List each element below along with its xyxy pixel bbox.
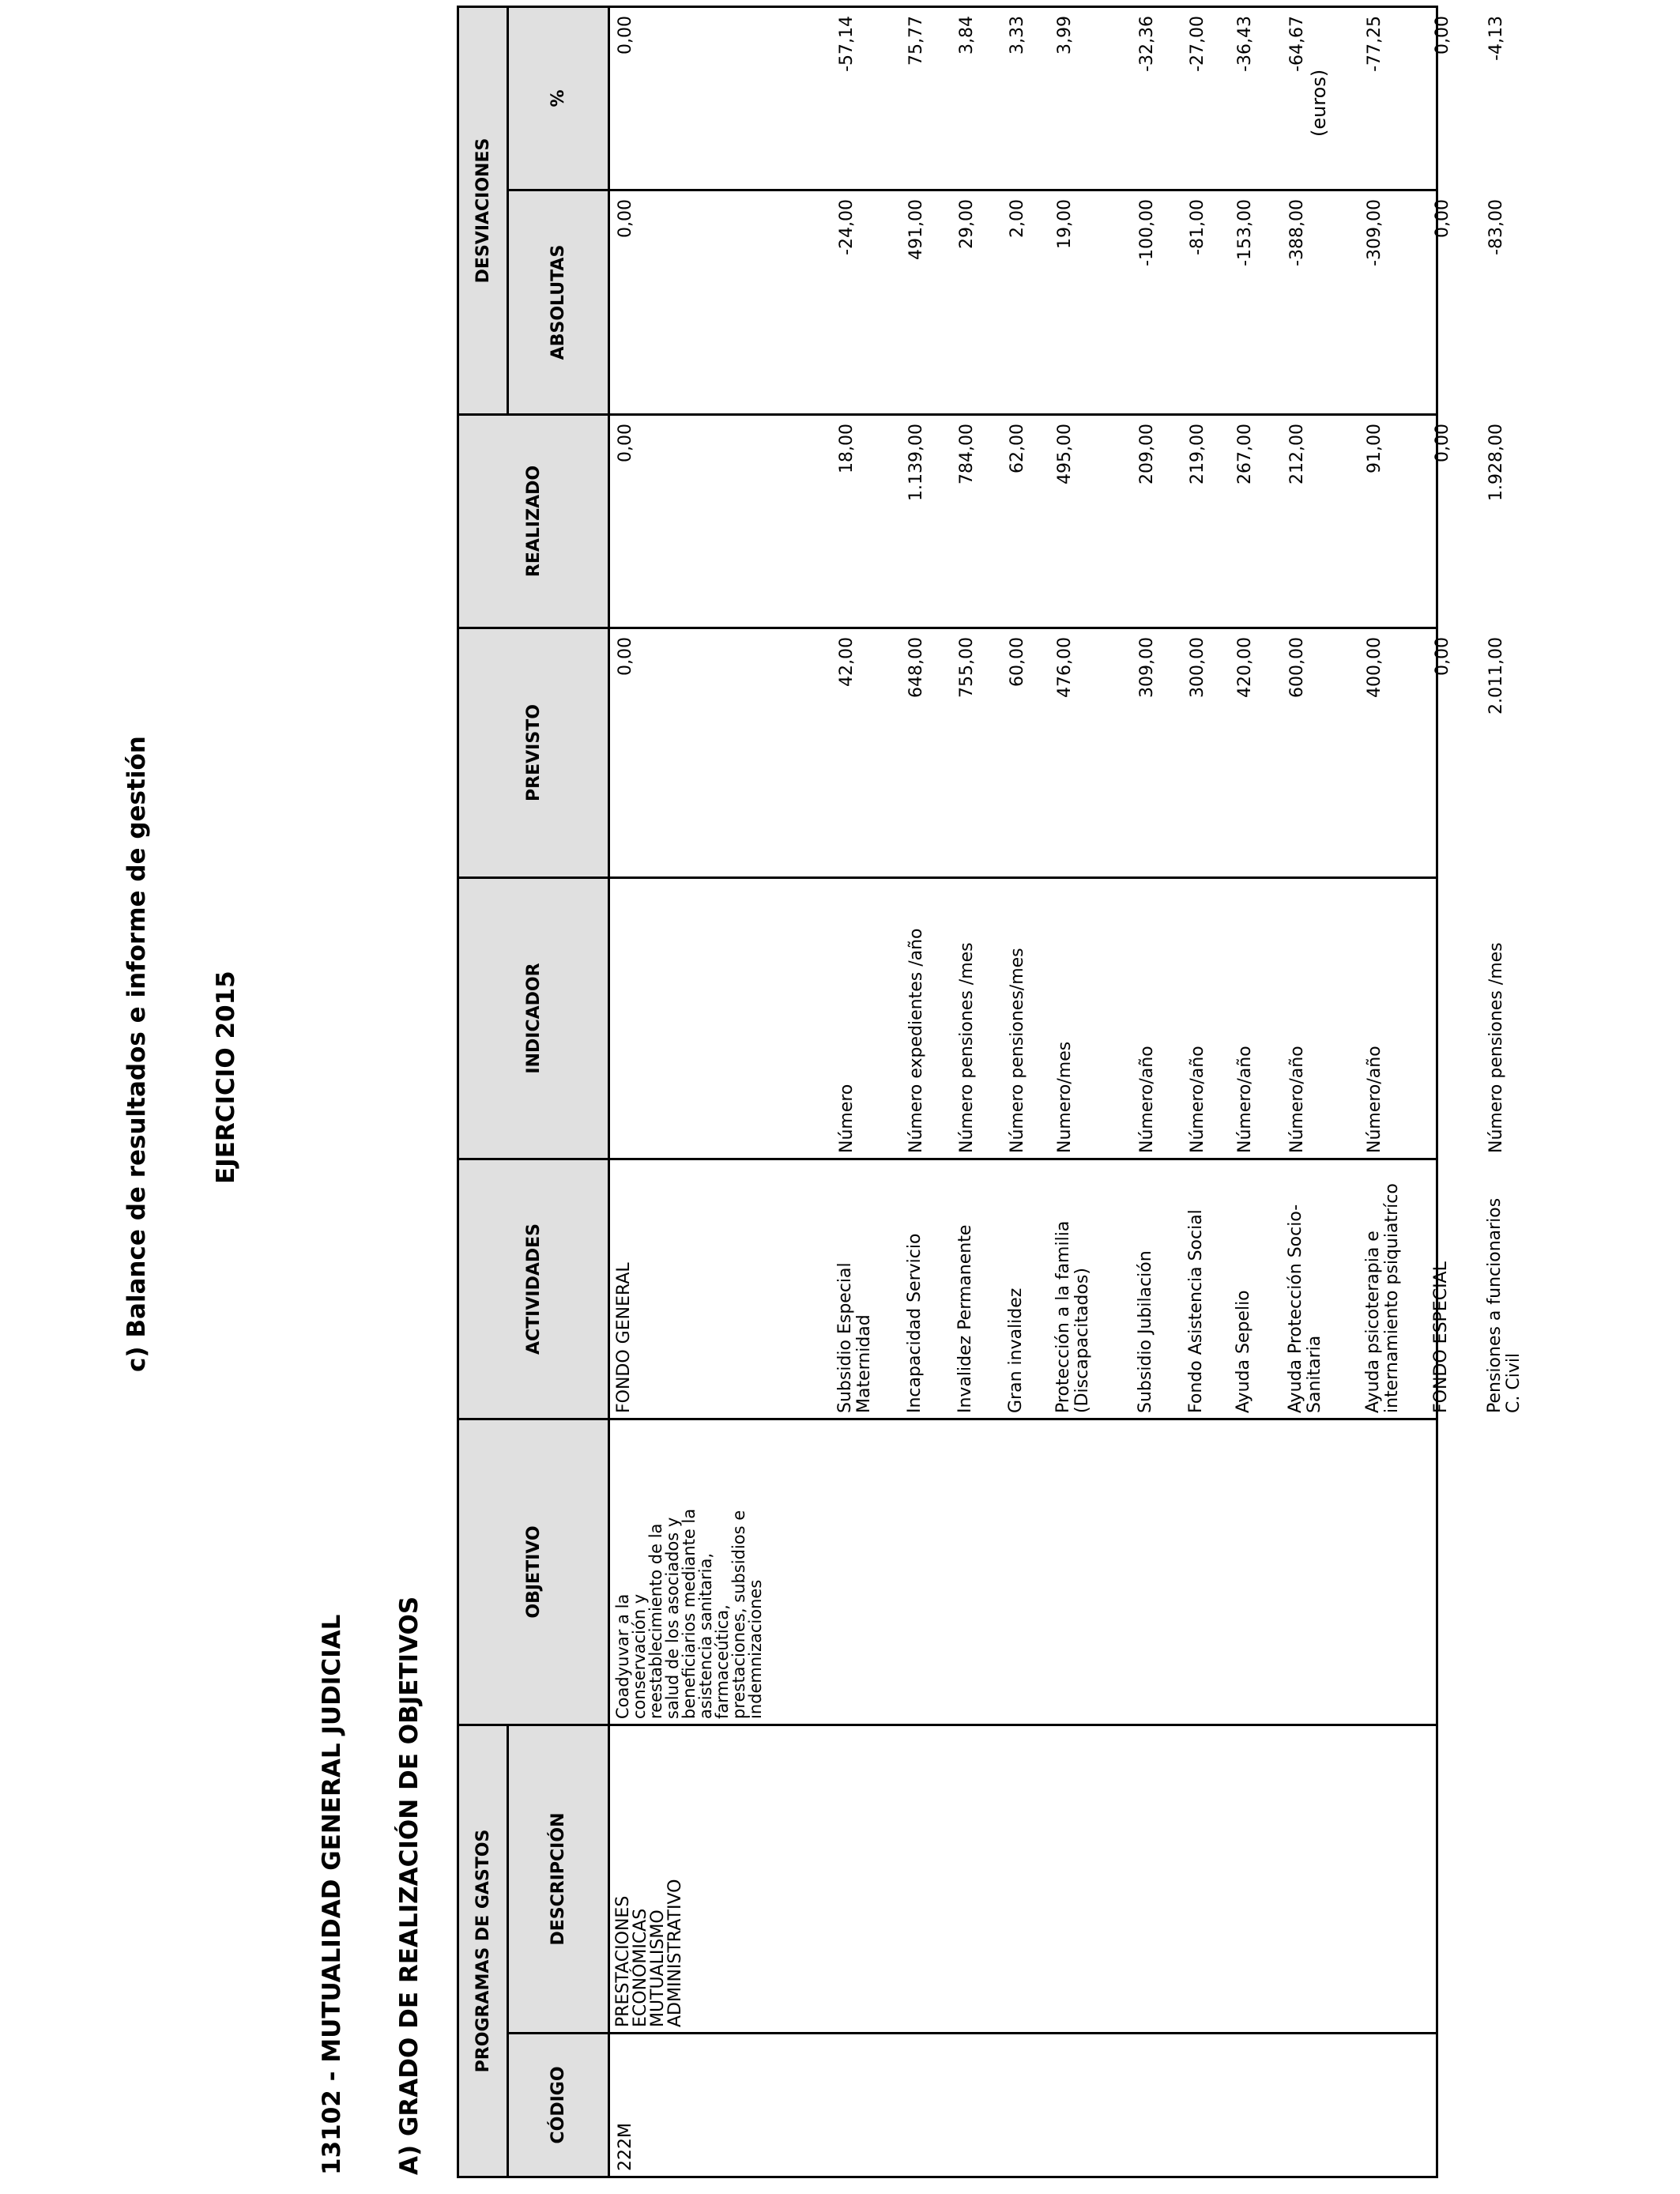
porcentaje-value: -32,36 (1137, 15, 1157, 72)
activity-label: Ayuda psicoterapia e internamiento psiquiatríco (1363, 1183, 1402, 1413)
porcentaje-value: -27,00 (1188, 15, 1207, 72)
realizado-value: 0,00 (616, 424, 635, 462)
realizado-value: 1.139,00 (906, 424, 926, 501)
absolutas-value: -309,00 (1365, 199, 1384, 266)
report-title: c) Balance de resultados e informe de gestión (122, 736, 151, 1372)
previsto-value: 420,00 (1235, 637, 1255, 698)
indicator-label: Número/año (1287, 1046, 1307, 1153)
absolutas-value: 19,00 (1055, 199, 1075, 249)
realizado-value: 267,00 (1235, 424, 1255, 484)
realizado-value: 209,00 (1137, 424, 1157, 484)
realizado-value: 0,00 (1433, 424, 1452, 462)
activity-label: Fondo Asistencia Social (1186, 1209, 1206, 1413)
objetivo-cell (609, 1419, 1437, 1725)
activity-label: Protección a la familia (Discapacitados) (1053, 1220, 1092, 1413)
absolutas-value: 2,00 (1008, 199, 1027, 238)
activity-label: Ayuda Sepelio (1234, 1290, 1253, 1413)
codigo-header: CÓDIGO (508, 2034, 609, 2177)
section-title: A) GRADO DE REALIZACIÓN DE OBJETIVOS (395, 1596, 424, 2175)
absolutas-value: 29,00 (957, 199, 977, 249)
porcentaje-header: % (508, 6, 609, 190)
previsto-value: 0,00 (616, 637, 635, 676)
objectives-table (457, 6, 1524, 2178)
indicator-label: Número pensiones/mes (1008, 948, 1027, 1153)
activity-label: Subsidio Especial Maternidad (835, 1262, 874, 1413)
previsto-value: 0,00 (1433, 637, 1452, 676)
absolutas-cell (609, 190, 1506, 415)
previsto-value: 309,00 (1137, 637, 1157, 698)
units-label: (euros) (1308, 69, 1330, 137)
activity-label: Pensiones a funcionarios C. Civil (1485, 1197, 1524, 1413)
previsto-value: 648,00 (906, 637, 926, 698)
organization-title: 13102 - MUTUALIDAD GENERAL JUDICIAL (318, 1614, 346, 2175)
absolutas-value: -153,00 (1235, 199, 1255, 266)
porcentaje-value: -57,14 (837, 15, 857, 72)
porcentaje-value: -64,67 (1287, 15, 1307, 72)
indicador-cell (609, 878, 1506, 1159)
porcentaje-value: 3,84 (957, 15, 977, 55)
descripcion-cell (609, 1725, 1437, 2034)
porcentaje-value: -4,13 (1486, 15, 1506, 61)
porcentaje-value: 0,00 (1433, 15, 1452, 55)
realizado-value: 495,00 (1055, 424, 1075, 484)
indicator-label: Numero/mes (1055, 1041, 1075, 1153)
activity-label: Invalidez Permanente (955, 1224, 975, 1413)
desviaciones-group-header: DESVIACIONES (458, 6, 508, 414)
actividades-header: ACTIVIDADES (458, 1159, 609, 1419)
absolutas-value: -100,00 (1137, 199, 1157, 266)
indicator-label: Número pensiones /mes (957, 942, 977, 1153)
realizado-header: REALIZADO (458, 415, 609, 628)
absolutas-header: ABSOLUTAS (508, 190, 609, 415)
indicator-label: Número (837, 1084, 857, 1153)
porcentaje-value: 3,33 (1008, 15, 1027, 55)
indicator-label: Número/año (1235, 1046, 1255, 1153)
program-description: PRESTACIONES ECONÓMICAS MUTUALISMO ADMINISTRATIVO (613, 1879, 685, 2027)
previsto-value: 300,00 (1188, 637, 1207, 698)
activity-label: FONDO GENERAL (614, 1262, 634, 1413)
programas-group-header: PROGRAMAS DE GASTOS (458, 1725, 508, 2177)
indicator-label: Número/año (1188, 1046, 1207, 1153)
porcentaje-value: 3,99 (1055, 15, 1075, 55)
realizado-value: 1.928,00 (1486, 424, 1506, 501)
porcentaje-value: -36,43 (1235, 15, 1255, 72)
realizado-value: 219,00 (1188, 424, 1207, 484)
realizado-value: 91,00 (1365, 424, 1384, 473)
previsto-value: 60,00 (1008, 637, 1027, 687)
program-objective: Coadyuvar a la conservación y reestablecimiento de la salud de los asociados y beneficiarios mediante la asistencia sanitaria, farmaceútica, prestaciones, subsidios e indemnizaciones (613, 1508, 765, 1719)
porcentaje-value: 75,77 (906, 15, 926, 66)
activity-label: Ayuda Protección Socio-Sanitaria (1286, 1204, 1324, 1413)
realizado-value: 18,00 (837, 424, 857, 473)
previsto-value: 476,00 (1055, 637, 1075, 698)
activity-label: FONDO ESPECIAL (1431, 1261, 1451, 1413)
indicator-label: Número expedientes /año (906, 928, 926, 1153)
previsto-value: 400,00 (1365, 637, 1384, 698)
exercise-title: EJERCICIO 2015 (212, 971, 240, 1184)
realizado-value: 784,00 (957, 424, 977, 484)
codigo-cell (609, 2034, 1437, 2177)
absolutas-value: 0,00 (616, 199, 635, 238)
indicator-label: Número/año (1365, 1046, 1384, 1153)
indicador-header: INDICADOR (458, 878, 609, 1159)
program-code: 222M (616, 2123, 635, 2171)
previsto-value: 755,00 (957, 637, 977, 698)
porcentaje-cell (609, 6, 1506, 190)
actividades-cell (609, 1159, 1524, 1419)
porcentaje-value: 0,00 (616, 15, 635, 55)
previsto-value: 600,00 (1287, 637, 1307, 698)
realizado-value: 62,00 (1008, 424, 1027, 473)
absolutas-value: -81,00 (1188, 199, 1207, 255)
absolutas-value: -83,00 (1486, 199, 1506, 255)
activity-label: Incapacidad Servicio (905, 1233, 925, 1413)
previsto-header: PREVISTO (458, 628, 609, 878)
absolutas-value: 0,00 (1433, 199, 1452, 238)
absolutas-value: 491,00 (906, 199, 926, 260)
activity-label: Subsidio Jubilación (1136, 1250, 1155, 1413)
porcentaje-value: -77,25 (1365, 15, 1384, 72)
previsto-value: 2.011,00 (1486, 637, 1506, 714)
indicator-label: Número/año (1137, 1046, 1157, 1153)
absolutas-value: -24,00 (837, 199, 857, 255)
activity-label: Gran invalidez (1006, 1287, 1026, 1413)
descripcion-header: DESCRIPCIÓN (508, 1725, 609, 2034)
previsto-value: 42,00 (837, 637, 857, 687)
realizado-cell (609, 415, 1506, 628)
objetivo-header: OBJETIVO (458, 1419, 609, 1725)
absolutas-value: -388,00 (1287, 199, 1307, 266)
indicator-label: Número pensiones /mes (1486, 942, 1506, 1153)
realizado-value: 212,00 (1287, 424, 1307, 484)
previsto-cell (609, 628, 1506, 878)
